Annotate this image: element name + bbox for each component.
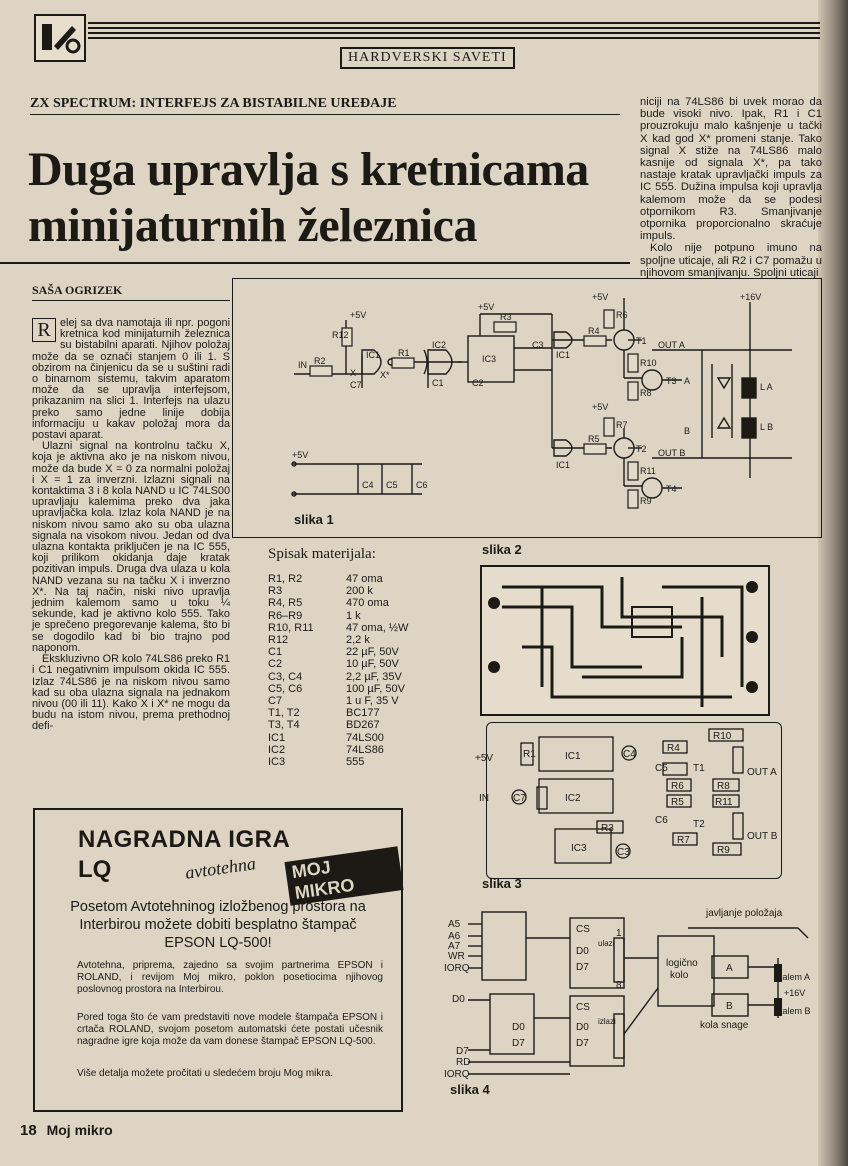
s4-label-d7b: D7 [576,1038,589,1049]
s4-label-d7c: D7 [512,1038,525,1049]
figure-1-caption: slika 1 [294,512,334,527]
contest-lq: LQ [78,856,112,883]
avtotehna-logo: avtotehna [183,853,257,883]
parts-list-row [268,646,473,658]
contest-paragraph-1: Avtotehna, priprema, zajedno sa svojim partnerima EPSON i ROLAND, i revijom Moj mikro, poklon posetiocima njihovog poslovnog prostora na Interbirou. [77,960,383,995]
r5-resistor [584,444,606,454]
sch-label-c6: C6 [416,480,428,490]
part-value: 74LS86 [346,743,384,756]
sch-label-t1: T1 [636,336,647,346]
sch-label-x: X [350,368,357,378]
sch-label-ic1a: IC1 [366,350,381,360]
s4-label-b: B [726,1001,733,1012]
body-paragraph-1 [32,318,230,441]
part-value: 200 k [346,585,373,598]
part-designator: IC3 [268,756,286,769]
body-paragraph-1-text: elej sa dva namotaja ili npr. pogoni kretnica kod minijaturnih železnica su bistabilni aparati. Njihov položaj može da se označi stanjem 0 ili 1. S obzirom na činjenicu da se u suštini radi o binarnom sistemu, takvim aparatom može da se upravlja interfejsom, prikazanim na slici 1. Interfejs na ulazu preko samo jedne linije dobija informaciju u kakav položaj mora da postavi aparat. [32,317,230,442]
parts-list-row [268,585,473,597]
parts-list-row [268,622,473,634]
pcb3-label-ic2: IC2 [565,793,581,804]
pcb3-label-r3: R3 [601,823,614,834]
s4-label-izlazi: izlazi [598,1017,616,1026]
page-binding-shadow [818,0,848,1166]
pcb3-label-c7: C7 [513,793,526,804]
s4-label-one: 1 [616,928,622,939]
sch-label-r6: R6 [616,310,628,320]
parts-list-row [268,719,473,731]
sch-label-ic1c: IC1 [556,460,571,470]
s4-label-iorq: IORQ [444,963,470,974]
pcb3-label-r7: R7 [677,835,690,846]
part-designator: R12 [268,634,289,647]
pcb3-label-c5: C5 [655,763,668,774]
sch-label-r12: R12 [332,330,349,340]
sch-label-r10: R10 [640,358,657,368]
s4-label-iorq2: IORQ [444,1069,470,1080]
part-value: 2,2 µF, 35V [346,670,402,683]
s4-label-eight: 8 [616,980,622,991]
s4-label-javljanje: javljanje položaja [706,908,783,919]
parts-list-row [268,707,473,719]
contest-lead: Posetom Avtotehninog izložbenog prostora na Interbirou možete dobiti besplatno štampač EPSON LQ-500! [70,899,366,951]
kicker-rule [30,114,620,115]
contest-title: NAGRADNA IGRA [78,826,291,853]
pcb3-label-t1: T1 [693,763,705,774]
pcb3-label-r5: R5 [671,797,684,808]
s4-label-a7: A7 [448,941,461,952]
part-value: 555 [346,756,365,769]
s4-label-d0: D0 [452,994,465,1005]
r6-resistor [604,310,614,328]
sch-label-v5c: +5V [592,292,609,302]
r8-resistor [628,382,638,400]
pcb-layout [480,565,770,716]
moj-mikro-logo: MOJ MIKRO [284,846,403,905]
section-logo [34,14,86,62]
sch-label-outb: OUT B [658,448,686,458]
sch-label-ic3: IC3 [482,354,497,364]
pcb3-label-c3: C3 [617,847,630,858]
pcb3-label-ic3: IC3 [571,843,587,854]
component-placement [475,723,781,878]
sch-label-v5e: +5V [292,450,309,460]
part-value: BC177 [346,707,380,720]
parts-list-row [268,695,473,707]
sch-label-r7: R7 [616,420,628,430]
s4-label-ulazi: ulazi [598,939,615,948]
pcb3-label-r10: R10 [713,731,732,742]
parts-list-row [268,634,473,646]
title-line-1: Duga upravlja s kretnicama [28,143,589,196]
parts-list-row [268,573,473,585]
sch-label-xs: X* [380,370,390,380]
pcb3-label-r9: R9 [717,845,730,856]
figure-2-caption: slika 2 [482,542,522,557]
r7-resistor [604,418,614,436]
sch-label-r5: R5 [588,434,600,444]
part-designator: R1, R2 [268,573,303,585]
body-paragraph-2: Ulazni signal na kontrolnu tačku X, koja je aktivna ako je na niskom nivou, može da bude X = 0 za normalni položaj i X = 1 za inverzni. Izlazni signali na kontaktima 3 i 8 kola NAND u IC 74LS00 upravljaju kalemima preko dva jaka upravljačka kola. Izlaz kola NAND je na niskom nivou samo ako su oba ulazna signala na visokom nivou. Jedan od dva ulazna kontakta priključen je na IC 555, koji prilikom okidanja daje kratak pozitivan impuls. Druga dva ulaza u kola NAND vezana su na tačku X i inverzno X*. Na taj način, niski nivo upravlja jednim kalemom samo u toku ¼ sekunde, kad je aktivno kolo 555. Tako je sprečeno pregorevanje kalema, što bi se dogodilo kad bi bio trajno pod naponom. [32,440,230,654]
sch-label-c1: C1 [432,378,444,388]
r3-resistor [494,322,516,332]
contest-paragraph-2: Pored toga što će vam predstaviti nove modele štampača EPSON i crtača ROLAND, svojom posetom automatski ćete postati učesnik nagradne igre koja može da vam donese štampač EPSON LQ-500. [77,1012,383,1047]
pcb3-label-r4: R4 [667,743,680,754]
sch-label-ic2: IC2 [432,340,447,350]
part-designator: T1, T2 [268,707,300,720]
page-number: 18 [20,1122,37,1139]
sch-label-r3: R3 [500,312,512,322]
author-name: SAŠA OGRIZEK [32,283,123,297]
part-designator: R10, R11 [268,621,314,634]
s4-label-a6: A6 [448,931,461,942]
section-tag: HARDVERSKI SAVETI [340,47,515,69]
s4-label-wr: WR [448,951,465,962]
parts-list-rows [268,573,473,768]
pcb-traces [482,567,768,714]
r11-resistor [628,462,638,480]
parts-list-row [268,732,473,744]
parts-list-row [268,683,473,695]
part-designator: C3, C4 [268,670,303,683]
part-value: 47 oma, ½W [346,621,409,634]
sch-label-r8: R8 [640,388,652,398]
author-rule [32,300,230,301]
s4-label-kalem-a: kalem A [778,972,811,982]
part-value: BD267 [346,719,380,732]
s4-label-d7: D7 [456,1046,469,1057]
s4-label-kolo: kolo [670,970,689,981]
s4-label-a: A [726,963,733,974]
title-line-2: minijaturnih železnica [28,199,477,252]
pcb3-label-outb: OUT B [747,831,778,842]
part-value: 22 µF, 50V [346,646,399,659]
sch-label-ic1b: IC1 [556,350,571,360]
article-kicker: ZX SPECTRUM: INTERFEJS ZA BISTABILNE UREĐAJE [30,96,397,111]
r1-resistor [392,358,414,368]
part-value: 47 oma [346,573,383,585]
body-paragraph-3: Ekskluzivno OR kolo 74LS86 preko R1 i C1 negativnim impulsom okida IC 555. Izlaz 74LS86 je na niskom nivou samo kad su oba ulazna signala na jednakom nivou (00 ili 11). Kako X i X* ne mogu da budu na istom nivou, prema prethodnoj defi- [32,653,230,733]
s4-label-cs1: CS [576,924,590,935]
s4-label-kola-snage: kola snage [700,1020,749,1031]
sch-label-c4: C4 [362,480,374,490]
sch-label-v5b: +5V [478,302,495,312]
pcb3-label-c4: C4 [623,749,636,760]
sch-label-in: IN [298,360,307,370]
component-layout [475,722,782,879]
pcb3-label-v5: +5V [475,753,494,764]
page-footer [20,1122,113,1139]
sch-label-r1: R1 [398,348,410,358]
sch-label-v16: +16V [740,292,762,302]
part-designator: IC2 [268,743,286,756]
sch-label-r2: R2 [314,356,326,366]
s4-label-v16: +16V [784,988,806,998]
parts-list-row [268,744,473,756]
figure-4-caption: slika 4 [450,1082,490,1097]
s4-label-d0a: D0 [576,946,589,957]
part-value: 470 oma [346,597,389,610]
pcb3-label-r11: R11 [715,797,733,808]
article-title [28,142,628,254]
sch-label-lb: L B [760,422,774,432]
s4-label-a5: A5 [448,919,461,930]
part-designator: R4, R5 [268,597,303,610]
r4-resistor [584,336,606,346]
sch-label-t2: T2 [636,444,647,454]
sch-label-r11: R11 [640,466,656,476]
pcb3-label-r1: R1 [523,749,536,760]
s4-label-rd: RD [456,1057,471,1068]
pcb3-label-ic1: IC1 [565,751,581,762]
part-designator: C5, C6 [268,682,303,695]
parts-list-row [268,658,473,670]
contest-paragraph-3: Više detalja možete pročitati u sledećem broju Mog mikra. [77,1068,334,1079]
schematic-diagram [232,278,820,538]
s4-label-d7a: D7 [576,962,589,973]
sch-label-t4: T4 [666,484,677,494]
part-designator: R6–R9 [268,609,303,622]
pcb3-label-c6: C6 [655,815,668,826]
sch-label-c7: C7 [350,380,362,390]
sch-label-outa: OUT A [658,340,685,350]
figure-3-caption: slika 3 [482,876,522,891]
part-value: 10 µF, 50V [346,658,399,671]
parts-list-row [268,597,473,609]
right-paragraph-1: niciji na 74LS86 bi uvek morao da bude visoki nivo. Ipak, R1 i C1 prouzrokuju malo kašnjenje u tački X kad god X* promeni stanje. Tako signal X stiže na 74LS86 malo kasnije od signala X*, pa tako nastaje kratak upravljački impuls za IC 555. Dužina impulsa koji upravlja kalemom može da se podesi otpornikom R3. Smanjivanje otpornika proporcionalno skraćuje impuls. [640,96,822,243]
part-designator: C7 [268,695,283,708]
sch-label-v5a: +5V [350,310,367,320]
parts-list-title: Spisak materijala: [268,546,376,562]
r2-resistor [310,366,332,376]
sch-label-c5: C5 [386,480,398,490]
part-value: 1 k [346,609,361,622]
part-designator: C2 [268,658,283,671]
part-value: 1 u F, 35 V [346,695,399,708]
s4-label-d0c: D0 [512,1022,525,1033]
title-rule [0,262,630,264]
s4-label-d0b: D0 [576,1022,589,1033]
contest-box [33,808,403,1112]
sch-label-c3: C3 [532,340,544,350]
pcb3-label-t2: T2 [693,819,705,830]
pcb3-label-outa: OUT A [747,767,777,778]
drop-cap: R [32,318,56,342]
right-paragraph-2: Kolo nije potpuno imuno na spoljne uticaje, ali R2 i C7 pomažu u njihovom smanjivanju. Spoljni uticaji [640,242,822,279]
parts-list-row [268,671,473,683]
s4-label-cs2: CS [576,1002,590,1013]
sch-label-a: A [684,376,691,386]
parts-list [268,546,473,768]
r10-resistor [628,354,638,372]
block-diagram [444,898,820,1098]
sch-label-b: B [684,426,691,436]
pcb3-label-in: IN [479,793,489,804]
part-designator: R3 [268,585,283,598]
magazine-name: Moj mikro [46,1122,113,1138]
right-column-text [640,96,822,279]
sch-label-r9: R9 [640,496,652,506]
sch-label-la: L A [760,382,773,392]
parts-list-row [268,610,473,622]
body-column [32,318,230,733]
sch-label-v5d: +5V [592,402,609,412]
part-designator: IC1 [268,731,286,744]
part-designator: T3, T4 [268,719,300,732]
r9-resistor [628,490,638,508]
part-value: 2,2 k [346,634,370,647]
tools-icon [36,16,84,60]
part-designator: C1 [268,646,283,659]
pcb3-label-r8: R8 [717,781,730,792]
sch-label-t3: T3 [666,376,677,386]
s4-label-kalem-b: kalem B [778,1006,811,1016]
sch-label-r4: R4 [588,326,600,336]
part-value: 74LS00 [346,731,384,744]
sch-label-c2: C2 [472,378,484,388]
pcb3-label-r6: R6 [671,781,684,792]
header-rule [88,22,820,42]
parts-list-row [268,756,473,768]
part-value: 100 µF, 50V [346,682,405,695]
s4-label-logicno: logično [666,958,698,969]
